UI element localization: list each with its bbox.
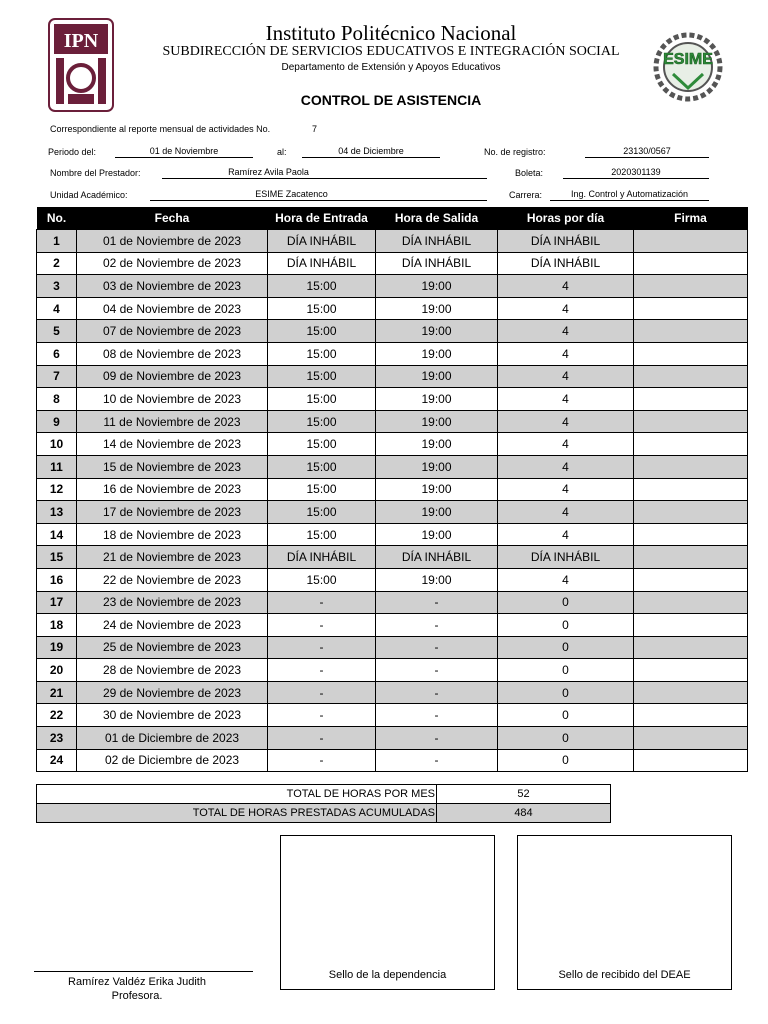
prestador-name: Ramírez Avila Paola [228, 167, 309, 177]
row-firma [634, 568, 748, 591]
prestador-label: Nombre del Prestador: [50, 168, 141, 178]
subdirection-title: SUBDIRECCIÓN DE SERVICIOS EDUCATIVOS E INTEGRACIÓN SOCIAL [162, 44, 620, 59]
row-firma [634, 297, 748, 320]
table-row [37, 433, 748, 456]
row-salida: - [376, 704, 498, 727]
row-entrada: DÍA INHÁBIL [268, 546, 376, 569]
row-entrada: 15:00 [268, 388, 376, 411]
row-horas: 0 [498, 704, 634, 727]
total-accumulated-value: 484 [437, 804, 611, 823]
registro-label: No. de registro: [484, 147, 546, 157]
prestador-field [162, 167, 487, 179]
row-fecha: 02 de Diciembre de 2023 [77, 749, 268, 772]
row-entrada: - [268, 749, 376, 772]
row-entrada: 15:00 [268, 433, 376, 456]
row-salida: - [376, 591, 498, 614]
row-salida: 19:00 [376, 433, 498, 456]
row-no: 19 [37, 636, 77, 659]
row-horas: 4 [498, 388, 634, 411]
table-row [37, 478, 748, 501]
row-salida: 19:00 [376, 455, 498, 478]
row-firma [634, 704, 748, 727]
period-from-field: 01 de Noviembre [115, 146, 253, 158]
row-fecha: 29 de Noviembre de 2023 [77, 681, 268, 704]
row-no: 10 [37, 433, 77, 456]
row-no: 18 [37, 614, 77, 637]
row-no: 20 [37, 659, 77, 682]
row-salida: - [376, 727, 498, 750]
boleta-field: 2020301139 [563, 167, 709, 179]
row-no: 15 [37, 546, 77, 569]
carrera-label: Carrera: [509, 190, 543, 200]
row-fecha: 22 de Noviembre de 2023 [77, 568, 268, 591]
signature-line [34, 971, 253, 972]
row-salida: - [376, 636, 498, 659]
row-salida: 19:00 [376, 320, 498, 343]
row-no: 5 [37, 320, 77, 343]
table-row [37, 342, 748, 365]
row-no: 22 [37, 704, 77, 727]
row-fecha: 17 de Noviembre de 2023 [77, 501, 268, 524]
row-horas: 0 [498, 614, 634, 637]
row-horas: 4 [498, 410, 634, 433]
row-fecha: 10 de Noviembre de 2023 [77, 388, 268, 411]
row-firma [634, 636, 748, 659]
row-salida: 19:00 [376, 523, 498, 546]
row-fecha: 04 de Noviembre de 2023 [77, 297, 268, 320]
row-no: 3 [37, 275, 77, 298]
row-firma [634, 659, 748, 682]
row-fecha: 28 de Noviembre de 2023 [77, 659, 268, 682]
row-no: 17 [37, 591, 77, 614]
row-salida: DÍA INHÁBIL [376, 252, 498, 275]
total-month-value: 52 [437, 785, 611, 804]
row-no: 16 [37, 568, 77, 591]
row-entrada: 15:00 [268, 501, 376, 524]
row-firma [634, 388, 748, 411]
row-no: 7 [37, 365, 77, 388]
header-horas: Horas por día [498, 207, 634, 230]
row-fecha: 16 de Noviembre de 2023 [77, 478, 268, 501]
row-salida: 19:00 [376, 410, 498, 433]
row-fecha: 02 de Noviembre de 2023 [77, 252, 268, 275]
row-fecha: 25 de Noviembre de 2023 [77, 636, 268, 659]
header-fecha: Fecha [77, 207, 268, 230]
row-no: 13 [37, 501, 77, 524]
row-entrada: 15:00 [268, 342, 376, 365]
row-no: 8 [37, 388, 77, 411]
carrera-field: Ing. Control y Automatización [550, 189, 709, 201]
document-title: CONTROL DE ASISTENCIA [300, 92, 482, 108]
signer-role: Profesora. [111, 990, 163, 1002]
row-firma [634, 749, 748, 772]
row-horas: DÍA INHÁBIL [498, 546, 634, 569]
row-firma [634, 614, 748, 637]
row-fecha: 23 de Noviembre de 2023 [77, 591, 268, 614]
total-month-label: TOTAL DE HORAS POR MES [37, 785, 437, 804]
table-row [37, 365, 748, 388]
row-entrada: 15:00 [268, 523, 376, 546]
unidad-field [150, 189, 487, 201]
row-firma [634, 727, 748, 750]
stamp-box-deae [517, 835, 732, 990]
row-fecha: 15 de Noviembre de 2023 [77, 455, 268, 478]
row-firma [634, 252, 748, 275]
header-no: No. [37, 207, 77, 230]
period-to-field: 04 de Diciembre [302, 146, 440, 158]
row-salida: DÍA INHÁBIL [376, 230, 498, 253]
department-title: Departamento de Extensión y Apoyos Educativos [281, 62, 501, 73]
row-horas: 0 [498, 591, 634, 614]
row-firma [634, 410, 748, 433]
row-no: 4 [37, 297, 77, 320]
totals-row-accumulated [37, 804, 611, 823]
row-salida: - [376, 749, 498, 772]
row-salida: 19:00 [376, 275, 498, 298]
period-label: Periodo del: [48, 147, 97, 157]
row-horas: 4 [498, 297, 634, 320]
row-salida: - [376, 681, 498, 704]
row-no: 24 [37, 749, 77, 772]
report-label: Correspondiente al reporte mensual de actividades No. [50, 124, 271, 134]
row-no: 11 [37, 455, 77, 478]
row-horas: DÍA INHÁBIL [498, 230, 634, 253]
table-row [37, 388, 748, 411]
row-firma [634, 365, 748, 388]
row-firma [634, 501, 748, 524]
row-no: 1 [37, 230, 77, 253]
header-salida: Hora de Salida [376, 207, 498, 230]
row-fecha: 30 de Noviembre de 2023 [77, 704, 268, 727]
table-row [37, 501, 748, 524]
row-no: 21 [37, 681, 77, 704]
row-horas: 4 [498, 455, 634, 478]
row-firma [634, 591, 748, 614]
row-entrada: 15:00 [268, 410, 376, 433]
table-row [37, 704, 748, 727]
table-row [37, 681, 748, 704]
row-no: 23 [37, 727, 77, 750]
row-entrada: - [268, 727, 376, 750]
row-no: 6 [37, 342, 77, 365]
row-fecha: 08 de Noviembre de 2023 [77, 342, 268, 365]
header-firma: Firma [634, 207, 748, 230]
stamp-box-dependencia [280, 835, 495, 990]
row-firma [634, 230, 748, 253]
row-entrada: DÍA INHÁBIL [268, 252, 376, 275]
row-fecha: 18 de Noviembre de 2023 [77, 523, 268, 546]
stamp-dependencia-label: Sello de la dependencia [328, 969, 447, 981]
row-horas: 4 [498, 523, 634, 546]
row-entrada: - [268, 614, 376, 637]
boleta-label: Boleta: [515, 168, 544, 178]
row-horas: 0 [498, 681, 634, 704]
row-fecha: 11 de Noviembre de 2023 [77, 410, 268, 433]
row-firma [634, 275, 748, 298]
institution-title: Instituto Politécnico Nacional [265, 21, 517, 45]
row-firma [634, 320, 748, 343]
row-entrada: - [268, 704, 376, 727]
row-salida: - [376, 614, 498, 637]
report-number: 7 [312, 124, 318, 134]
row-entrada: - [268, 636, 376, 659]
row-no: 12 [37, 478, 77, 501]
table-row [37, 659, 748, 682]
row-horas: 4 [498, 501, 634, 524]
signer-name: Ramírez Valdéz Erika Judith [68, 976, 206, 988]
row-entrada: - [268, 681, 376, 704]
table-row [37, 727, 748, 750]
row-fecha: 14 de Noviembre de 2023 [77, 433, 268, 456]
unidad-label: Unidad Académico: [50, 190, 128, 200]
unidad-value: ESIME Zacatenco [255, 189, 328, 199]
row-salida: - [376, 659, 498, 682]
row-entrada: 15:00 [268, 455, 376, 478]
row-fecha: 21 de Noviembre de 2023 [77, 546, 268, 569]
table-row [37, 749, 748, 772]
row-entrada: 15:00 [268, 365, 376, 388]
row-horas: 4 [498, 342, 634, 365]
row-entrada: DÍA INHÁBIL [268, 230, 376, 253]
row-horas: 4 [498, 275, 634, 298]
table-row [37, 297, 748, 320]
row-fecha: 03 de Noviembre de 2023 [77, 275, 268, 298]
row-fecha: 07 de Noviembre de 2023 [77, 320, 268, 343]
row-salida: 19:00 [376, 478, 498, 501]
total-accumulated-label: TOTAL DE HORAS PRESTADAS ACUMULADAS [37, 804, 437, 823]
row-salida: 19:00 [376, 501, 498, 524]
row-entrada: - [268, 659, 376, 682]
table-row [37, 230, 748, 253]
esime-logo-text: ESIME [663, 51, 713, 68]
row-salida: 19:00 [376, 342, 498, 365]
row-horas: 4 [498, 433, 634, 456]
ipn-logo-text: IPN [63, 30, 99, 52]
table-row [37, 636, 748, 659]
table-header-row [37, 207, 748, 230]
table-row [37, 320, 748, 343]
attendance-table [36, 207, 748, 772]
row-fecha: 09 de Noviembre de 2023 [77, 365, 268, 388]
row-entrada: 15:00 [268, 478, 376, 501]
table-row [37, 523, 748, 546]
row-horas: DÍA INHÁBIL [498, 252, 634, 275]
table-row [37, 614, 748, 637]
header-entrada: Hora de Entrada [268, 207, 376, 230]
row-no: 14 [37, 523, 77, 546]
row-no: 9 [37, 410, 77, 433]
row-salida: 19:00 [376, 297, 498, 320]
row-firma [634, 681, 748, 704]
row-horas: 0 [498, 749, 634, 772]
attendance-body [37, 230, 748, 772]
row-horas: 0 [498, 727, 634, 750]
row-horas: 0 [498, 636, 634, 659]
row-no: 2 [37, 252, 77, 275]
row-horas: 4 [498, 320, 634, 343]
row-horas: 4 [498, 365, 634, 388]
row-fecha: 24 de Noviembre de 2023 [77, 614, 268, 637]
table-row [37, 455, 748, 478]
row-entrada: 15:00 [268, 320, 376, 343]
row-salida: 19:00 [376, 365, 498, 388]
table-row [37, 275, 748, 298]
row-salida: 19:00 [376, 568, 498, 591]
row-horas: 4 [498, 568, 634, 591]
row-horas: 4 [498, 478, 634, 501]
row-salida: DÍA INHÁBIL [376, 546, 498, 569]
totals-row-month [37, 785, 611, 804]
row-horas: 0 [498, 659, 634, 682]
row-firma [634, 342, 748, 365]
row-entrada: 15:00 [268, 275, 376, 298]
row-entrada: 15:00 [268, 568, 376, 591]
row-entrada: - [268, 591, 376, 614]
row-firma [634, 433, 748, 456]
row-salida: 19:00 [376, 388, 498, 411]
totals-table [36, 784, 611, 823]
table-row [37, 568, 748, 591]
registro-field: 23130/0567 [585, 146, 709, 158]
row-firma [634, 523, 748, 546]
table-row [37, 546, 748, 569]
table-row [37, 252, 748, 275]
row-firma [634, 455, 748, 478]
row-entrada: 15:00 [268, 297, 376, 320]
row-fecha: 01 de Diciembre de 2023 [77, 727, 268, 750]
row-fecha: 01 de Noviembre de 2023 [77, 230, 268, 253]
period-to-label: al: [277, 147, 287, 157]
stamp-deae-label: Sello de recibido del DEAE [558, 969, 691, 981]
row-firma [634, 546, 748, 569]
table-row [37, 410, 748, 433]
table-row [37, 591, 748, 614]
row-firma [634, 478, 748, 501]
